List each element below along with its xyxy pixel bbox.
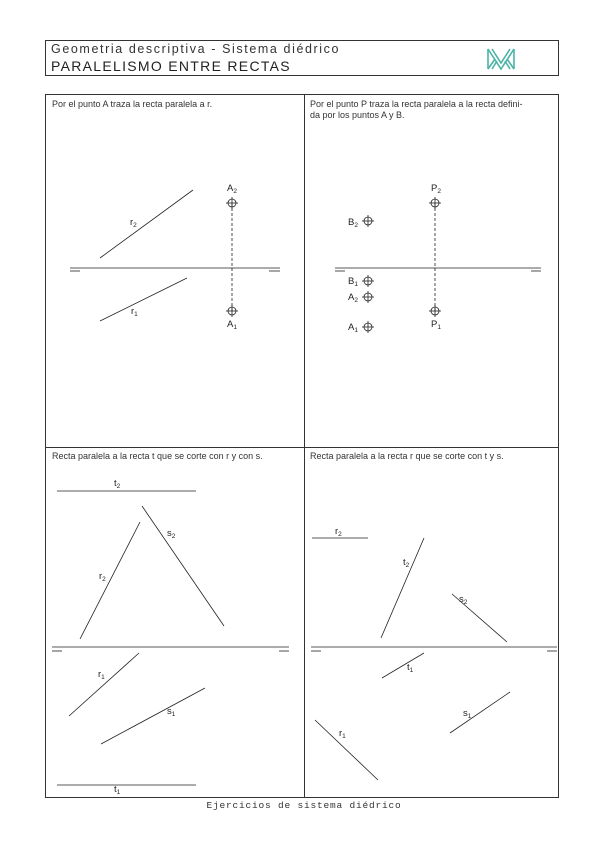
ex2-label-b1: $B_1$: [348, 276, 358, 288]
ex3-line-s2: [142, 506, 224, 626]
ex1-label-a1: $A_1$: [227, 319, 237, 331]
subtitle: Geometria descriptiva - Sistema diédrico: [51, 42, 341, 56]
footer-text: Ejercicios de sistema diédrico: [206, 800, 402, 811]
ex2-point-b2: [362, 215, 374, 227]
ex4-line-t2: [381, 538, 424, 638]
ex4-label-s1: $s_1$: [463, 708, 472, 720]
ex3-line-s1: [101, 688, 205, 744]
ex4-line-s1: [450, 692, 510, 733]
ex4-label-t2: $t_2$: [403, 557, 410, 569]
ex3-line-r1: [69, 653, 139, 716]
ex1-line-r1: [100, 278, 187, 321]
ex2-label-b2: $B_2$: [348, 217, 358, 229]
ex4-label-r1: $r_1$: [339, 728, 346, 740]
exercise-4-prompt: Recta paralela a la recta r que se corte con t y s.: [310, 451, 504, 461]
ex3-line-r2: [80, 522, 140, 639]
ex2-label-a1: $A_1$: [348, 322, 358, 334]
ex2-point-p2: [429, 197, 441, 209]
ex2-label-p1: $P_1$: [431, 319, 441, 331]
ex3-label-s2: $s_2$: [167, 528, 176, 540]
ex4-label-s2: $s_2$: [459, 594, 468, 606]
ex3-label-t2: $t_2$: [114, 478, 121, 490]
ex4-line-t1: [382, 653, 424, 678]
exercise-2-prompt-line-2: da por los puntos A y B.: [310, 110, 405, 120]
ex4-line-r1: [315, 720, 378, 780]
ex3-label-t1: $t_1$: [114, 784, 121, 796]
exercise-3-prompt: Recta paralela a la recta t que se corte con r y con s.: [52, 451, 263, 461]
exercise-2-prompt-line-1: Por el punto P traza la recta paralela a la recta defini-: [310, 99, 523, 109]
page-title: PARALELISMO ENTRE RECTAS: [51, 58, 291, 74]
ex2-point-a1: [362, 321, 374, 333]
ex2-point-a2: [362, 291, 374, 303]
ex1-label-r1: $r_1$: [131, 306, 138, 318]
ex2-label-a2: $A_2$: [348, 292, 358, 304]
ex4-label-t1: $t_1$: [407, 662, 414, 674]
ex3-label-r2: $r_2$: [99, 571, 106, 583]
ex1-label-r2: $r_2$: [130, 217, 137, 229]
ex1-point-a1: [226, 305, 238, 317]
ex4-label-r2: $r_2$: [335, 526, 342, 538]
ex3-label-s1: $s_1$: [167, 706, 176, 718]
ex3-label-r1: $r_1$: [98, 669, 105, 681]
ex1-label-a2: $A_2$: [227, 183, 237, 195]
exercise-1-prompt: Por el punto A traza la recta paralela a r.: [52, 99, 213, 109]
ex2-point-p1: [429, 305, 441, 317]
ex2-label-p2: $P_2$: [431, 183, 441, 195]
ex1-point-a2: [226, 197, 238, 209]
ex1-line-r2: [100, 190, 193, 258]
ex2-point-b1: [362, 275, 374, 287]
